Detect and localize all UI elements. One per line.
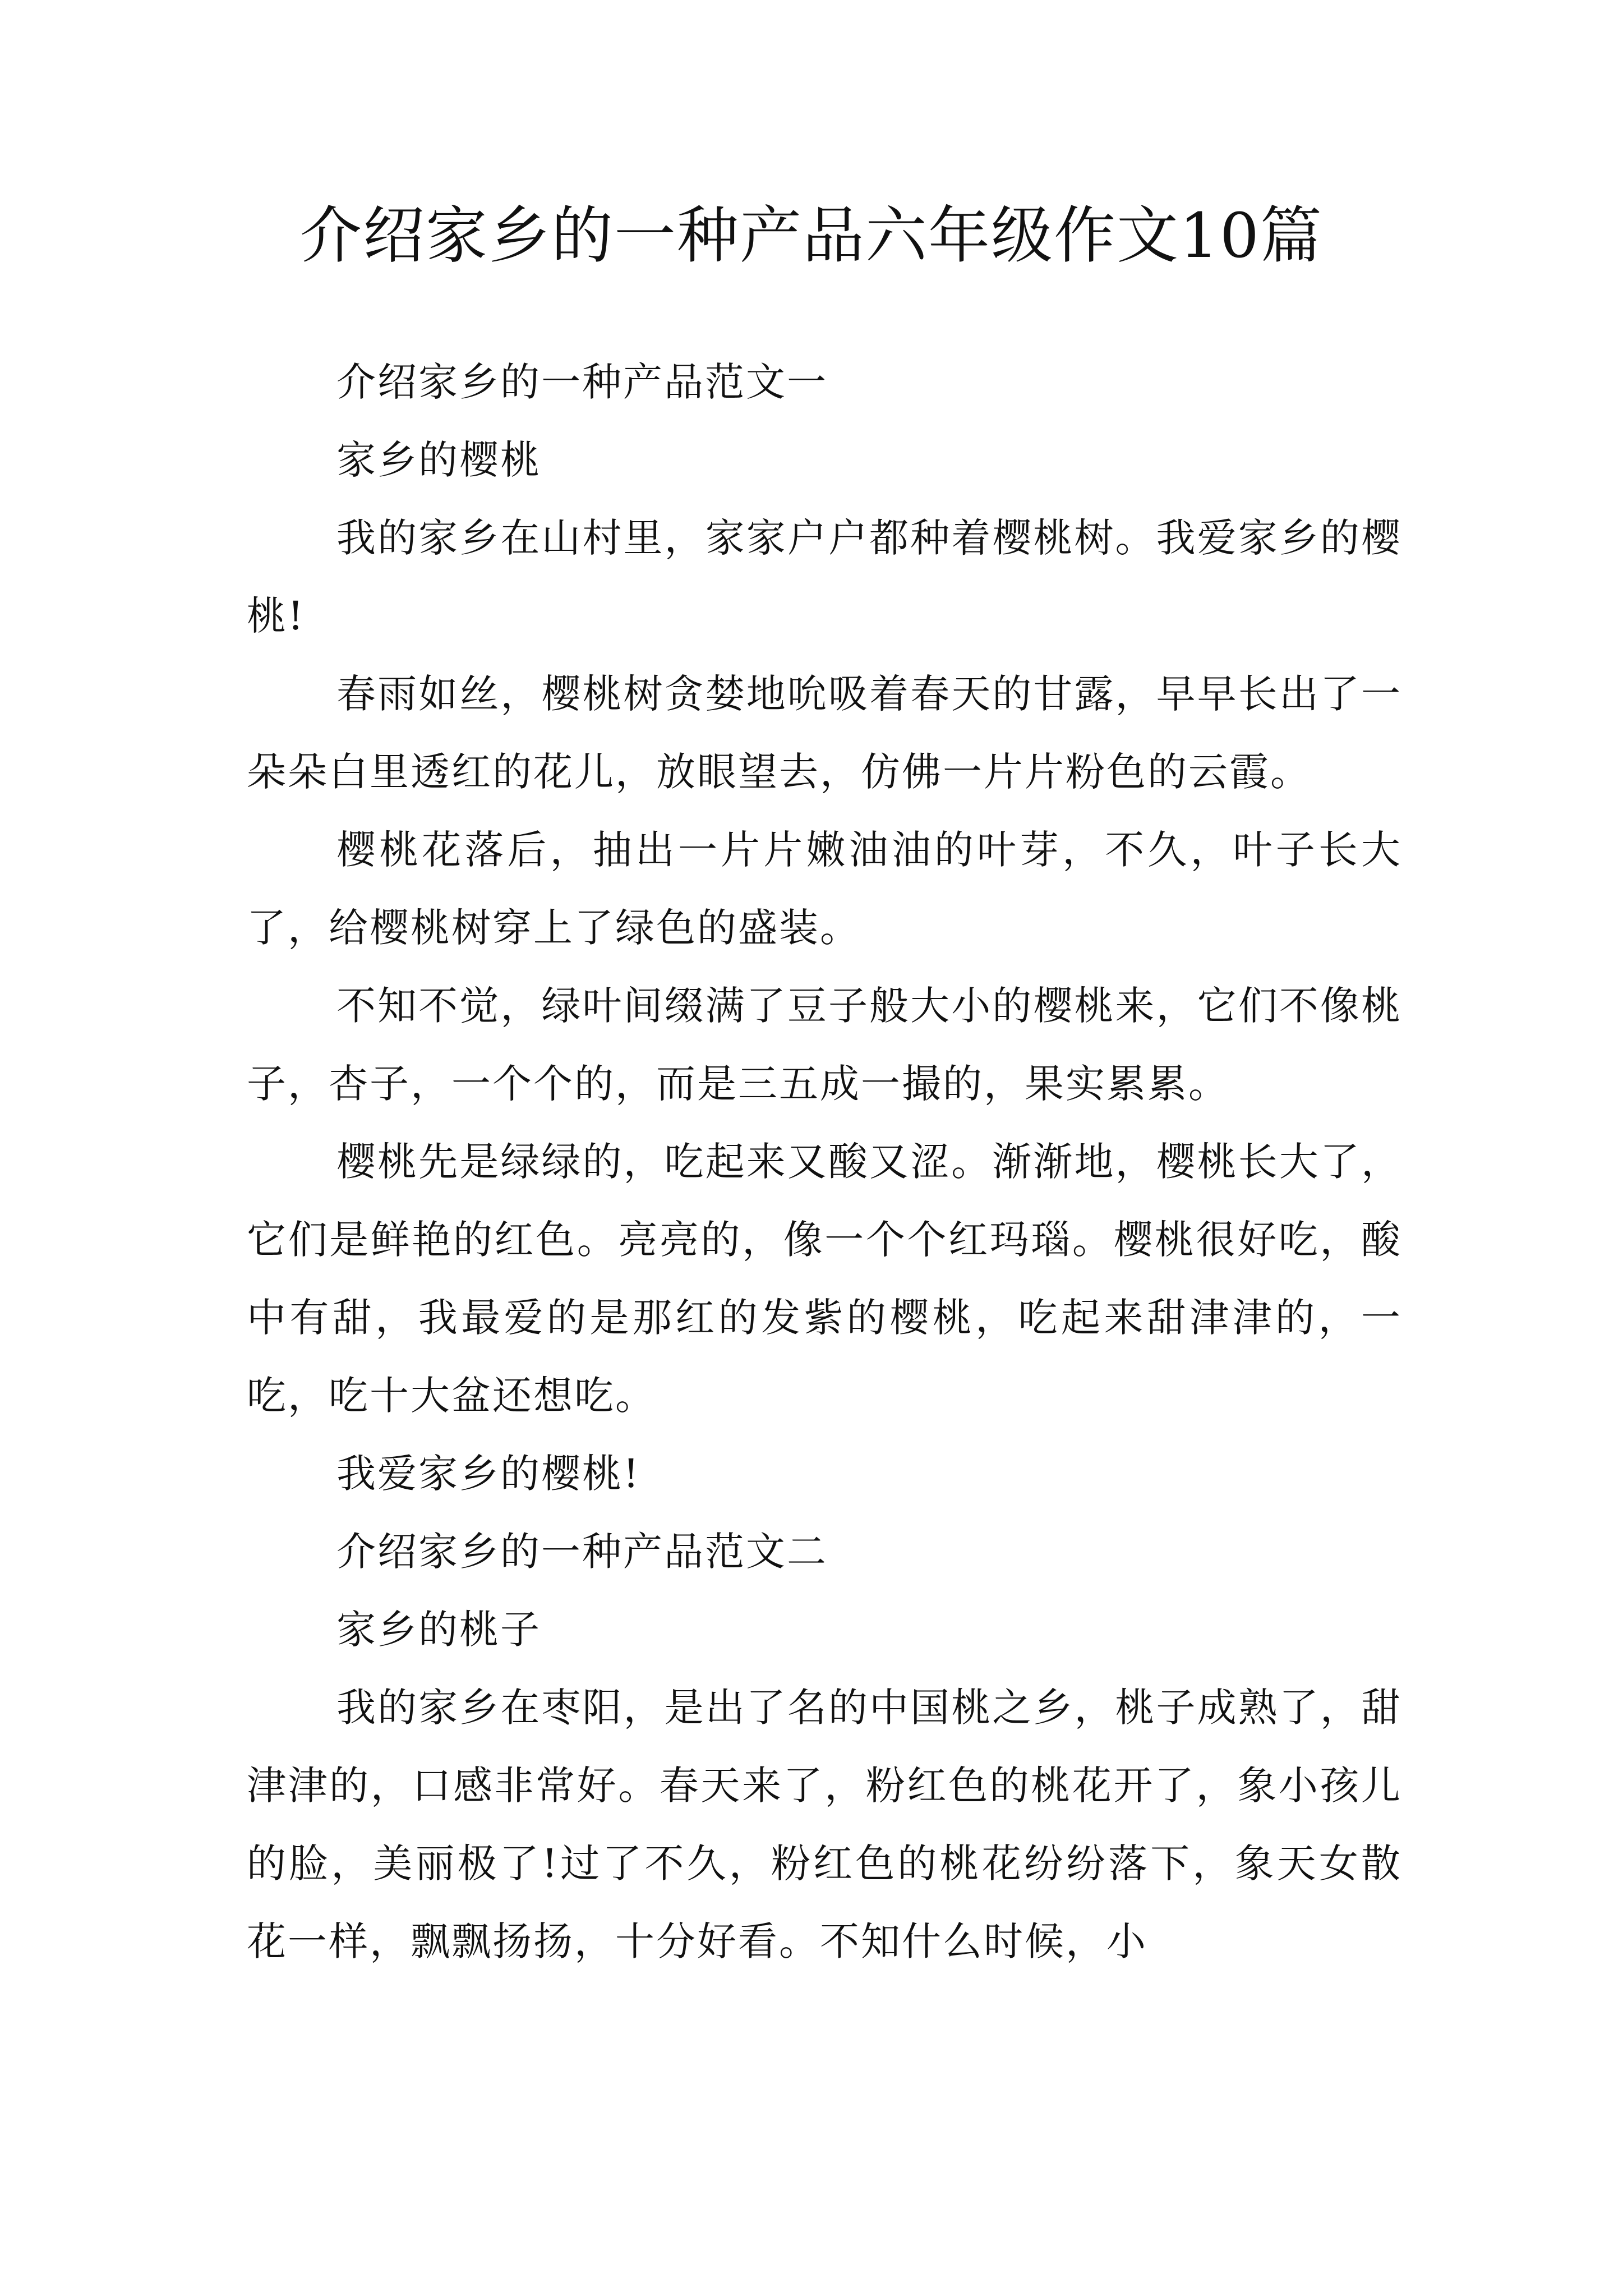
- document-body: [247, 343, 1402, 1981]
- paragraph: 我的家乡在枣阳，是出了名的中国桃之乡，桃子成熟了，甜津津的，口感非常好。春天来了，粉红色的桃花开了，象小孩儿的脸，美丽极了!过了不久，粉红色的桃花纷纷落下，象天女散花一样，飘飘扬扬，十分好看。不知什么时候，小: [247, 1685, 1402, 1964]
- paragraph: 樱桃花落后，抽出一片片嫩油油的叶芽，不久，叶子长大了，给樱桃树穿上了绿色的盛装。: [247, 827, 1402, 951]
- document-title: 介绍家乡的一种产品六年级作文10篇: [300, 200, 1323, 272]
- paragraph: 春雨如丝，樱桃树贪婪地吮吸着春天的甘露，早早长出了一朵朵白里透红的花儿，放眼望去，仿佛一片片粉色的云霞。: [247, 671, 1402, 795]
- paragraph: 我的家乡在山村里，家家户户都种着樱桃树。我爱家乡的樱桃!: [247, 515, 1402, 639]
- section-heading-2: 介绍家乡的一种产品范文二: [336, 1529, 828, 1575]
- essay-title-1: 家乡的樱桃: [336, 437, 541, 483]
- paragraph: 樱桃先是绿绿的，吃起来又酸又涩。渐渐地，樱桃长大了，它们是鲜艳的红色。亮亮的，像一个个红玛瑙。樱桃很好吃，酸中有甜，我最爱的是那红的发紫的樱桃，吃起来甜津津的，一吃，吃十大盆还想吃。: [247, 1139, 1402, 1419]
- paragraph: 不知不觉，绿叶间缀满了豆子般大小的樱桃来，它们不像桃子，杏子，一个个的，而是三五成一撮的，果实累累。: [247, 983, 1402, 1107]
- paragraph: 我爱家乡的樱桃!: [336, 1451, 641, 1497]
- section-heading-1: 介绍家乡的一种产品范文一: [336, 359, 828, 405]
- essay-title-2: 家乡的桃子: [336, 1607, 541, 1653]
